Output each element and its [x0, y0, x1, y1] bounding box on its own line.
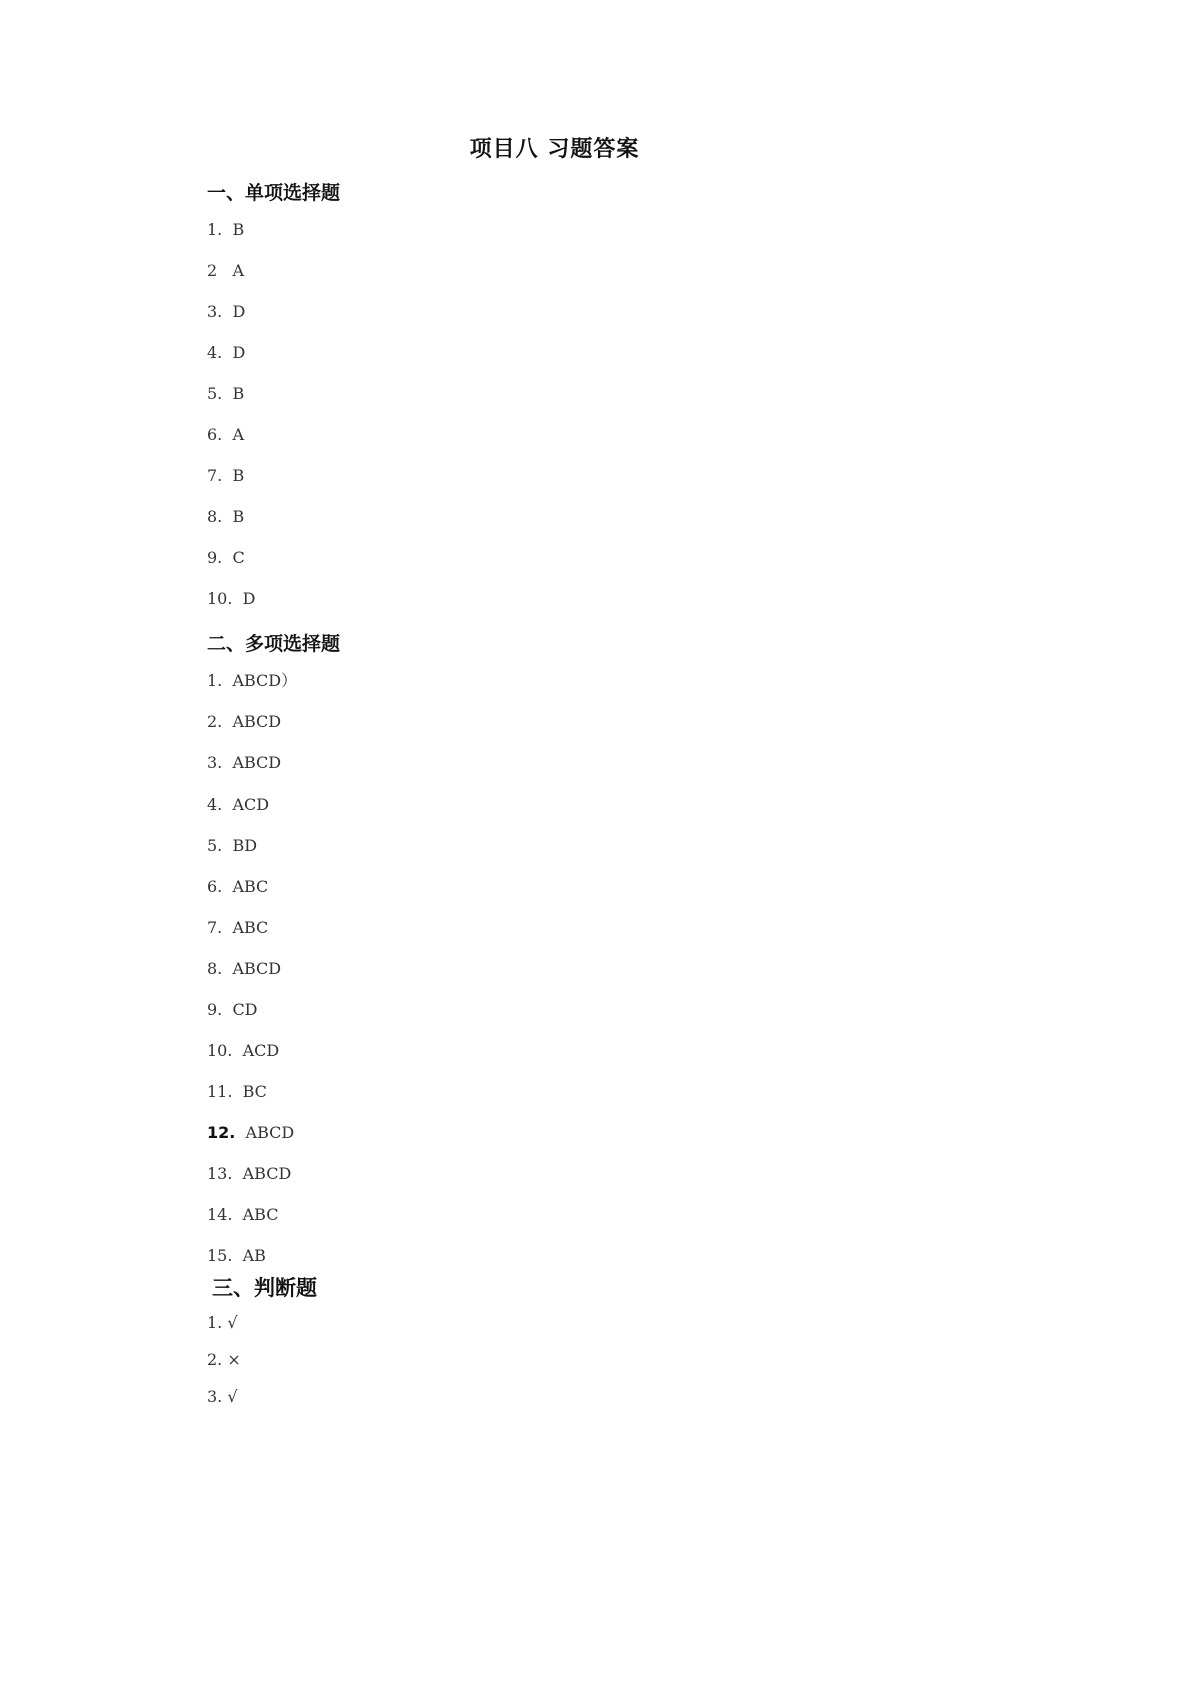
item-answer: ACD [232, 795, 270, 814]
item-number: 1. [207, 671, 223, 690]
list-item [207, 961, 281, 977]
item-number: 2. [207, 712, 223, 731]
item-answer: B [232, 220, 245, 239]
item-answer: CD [232, 1000, 258, 1019]
item-number: 4. [207, 795, 223, 814]
list-item [207, 509, 244, 525]
item-number: 3. [207, 302, 223, 321]
list-item [207, 714, 281, 730]
item-answer: ABC [232, 877, 269, 896]
item-answer: ABCD） [232, 671, 298, 690]
item-number: 10. [207, 1041, 233, 1060]
section-heading-true-false: 三、判断题 [212, 1276, 317, 1300]
check-mark-icon: √ [227, 1387, 238, 1406]
item-answer: ACD [242, 1041, 280, 1060]
item-number: 2. [207, 1350, 223, 1369]
item-answer: D [232, 302, 246, 321]
item-answer: BD [232, 836, 258, 855]
list-item [207, 1084, 267, 1100]
item-number: 5. [207, 384, 223, 403]
item-answer: ABCD [232, 753, 282, 772]
list-item [207, 304, 245, 320]
item-number: 5. [207, 836, 223, 855]
check-mark-icon: √ [227, 1313, 238, 1332]
list-item [207, 1248, 266, 1264]
list-item [207, 263, 244, 279]
list-item [207, 920, 268, 936]
list-item [207, 427, 244, 443]
item-answer: A [232, 261, 245, 280]
item-number: 14. [207, 1205, 233, 1224]
list-item [207, 591, 255, 607]
item-number: 12. [207, 1123, 236, 1142]
list-item [207, 1389, 238, 1405]
item-answer: B [232, 384, 245, 403]
list-item [207, 1207, 278, 1223]
item-number: 8. [207, 959, 223, 978]
item-number: 1. [207, 220, 223, 239]
item-answer: A [232, 425, 244, 444]
item-answer: B [232, 507, 245, 526]
item-answer: B [232, 466, 245, 485]
item-number: 1. [207, 1313, 223, 1332]
list-item [207, 468, 244, 484]
item-number: 9. [207, 1000, 223, 1019]
item-answer: ABCD [232, 959, 282, 978]
item-answer: C [232, 548, 245, 567]
item-answer: ABCD [232, 712, 282, 731]
list-item [207, 222, 244, 238]
list-item [207, 1166, 291, 1182]
list-item [207, 1352, 241, 1368]
item-number: 3. [207, 753, 223, 772]
item-number: 4. [207, 343, 223, 362]
list-item [207, 386, 244, 402]
list-item [207, 1315, 238, 1331]
item-number: 15. [207, 1246, 233, 1265]
document-title: 项目八 习题答案 [469, 137, 640, 162]
item-number: 6. [207, 425, 223, 444]
section-heading-multiple-choice: 二、多项选择题 [207, 633, 341, 655]
item-number: 7. [207, 918, 223, 937]
item-number: 13. [207, 1164, 233, 1183]
cross-mark-icon: × [227, 1350, 241, 1369]
item-number: 2 [207, 261, 218, 280]
item-answer: D [232, 343, 246, 362]
item-number: 10. [207, 589, 233, 608]
item-answer: ABC [242, 1205, 279, 1224]
item-answer: D [242, 589, 256, 608]
item-number: 9. [207, 548, 223, 567]
list-item [207, 1002, 258, 1018]
item-number: 11. [207, 1082, 233, 1101]
item-number: 7. [207, 466, 223, 485]
item-answer: AB [242, 1246, 266, 1265]
item-number: 3. [207, 1387, 223, 1406]
list-item [207, 1125, 294, 1141]
list-item [207, 879, 268, 895]
list-item [207, 838, 257, 854]
item-answer: ABCD [242, 1164, 292, 1183]
item-answer: ABCD [245, 1123, 295, 1142]
list-item [207, 550, 245, 566]
section-heading-single-choice: 一、单项选择题 [207, 182, 341, 204]
item-answer: ABC [232, 918, 269, 937]
list-item [207, 673, 297, 689]
item-number: 6. [207, 877, 223, 896]
list-item [207, 345, 245, 361]
list-item [207, 1043, 279, 1059]
item-answer: BC [242, 1082, 267, 1101]
item-number: 8. [207, 507, 223, 526]
list-item [207, 755, 281, 771]
list-item [207, 797, 269, 813]
